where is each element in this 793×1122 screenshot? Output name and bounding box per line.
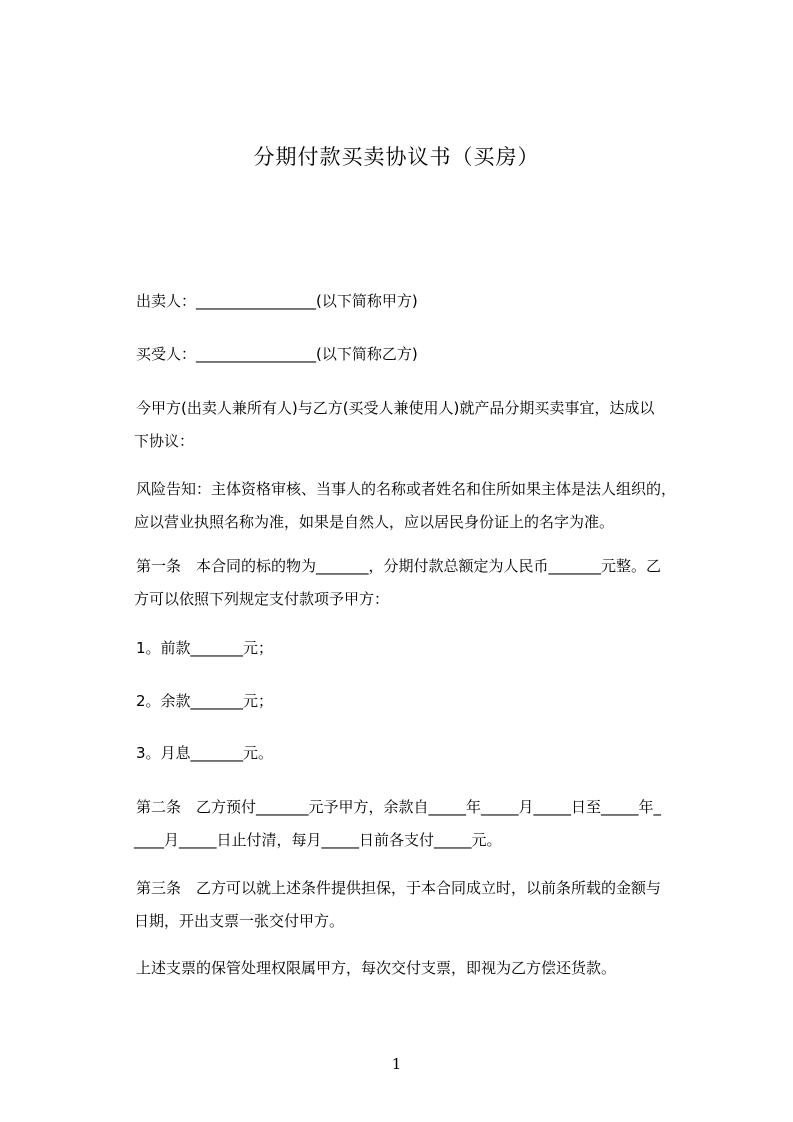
page-number: 1	[391, 1055, 402, 1073]
item-balance: 2。余款_______元；	[136, 692, 274, 710]
article-2-line-1: 第二条 乙方预付_______元予甲方，余款自_____年_____月_____日至_____年_	[136, 798, 662, 816]
article-2-paragraph	[136, 791, 706, 857]
buyer-line: 买受人：________________(以下简称乙方)	[136, 345, 418, 363]
article-1-line-2: 方可以依照下列规定支付款项予甲方：	[134, 590, 390, 608]
article-3-paragraph	[136, 872, 706, 938]
article-1-paragraph	[136, 550, 706, 616]
risk-notice-line-1: 风险告知：主体资格审核、当事人的名称或者姓名和住所如果主体是法人组织的，	[136, 480, 677, 498]
document-title: 分期付款买卖协议书（买房）	[253, 145, 540, 169]
intro-line-2: 下协议：	[134, 432, 195, 450]
risk-notice-line-2: 应以营业执照名称为准，如果是自然人，应以居民身份证上的名字为准。	[134, 513, 615, 531]
article-1-line-1: 第一条 本合同的标的物为_______，分期付款总额定为人民币_______元整。乙	[136, 557, 662, 575]
intro-line-1: 今甲方(出卖人兼所有人)与乙方(买受人兼使用人)就产品分期买卖事宜，达成以	[136, 399, 655, 417]
item-front-payment: 1。前款_______元；	[136, 639, 274, 657]
article-2-line-2: ____月_____日止付清，每月_____日前各支付_____元。	[134, 831, 502, 849]
item-monthly-interest: 3。月息_______元。	[136, 744, 274, 762]
cheque-note: 上述支票的保管处理权限属甲方，每次交付支票，即视为乙方偿还货款。	[136, 959, 617, 977]
intro-paragraph	[136, 392, 706, 458]
article-3-line-1: 第三条 乙方可以就上述条件提供担保，于本合同成立时，以前条所载的金额与	[136, 879, 662, 897]
article-3-line-2: 日期，开出支票一张交付甲方。	[134, 912, 345, 930]
risk-notice-paragraph	[136, 473, 706, 539]
seller-line: 出卖人：________________(以下简称甲方)	[136, 292, 418, 310]
